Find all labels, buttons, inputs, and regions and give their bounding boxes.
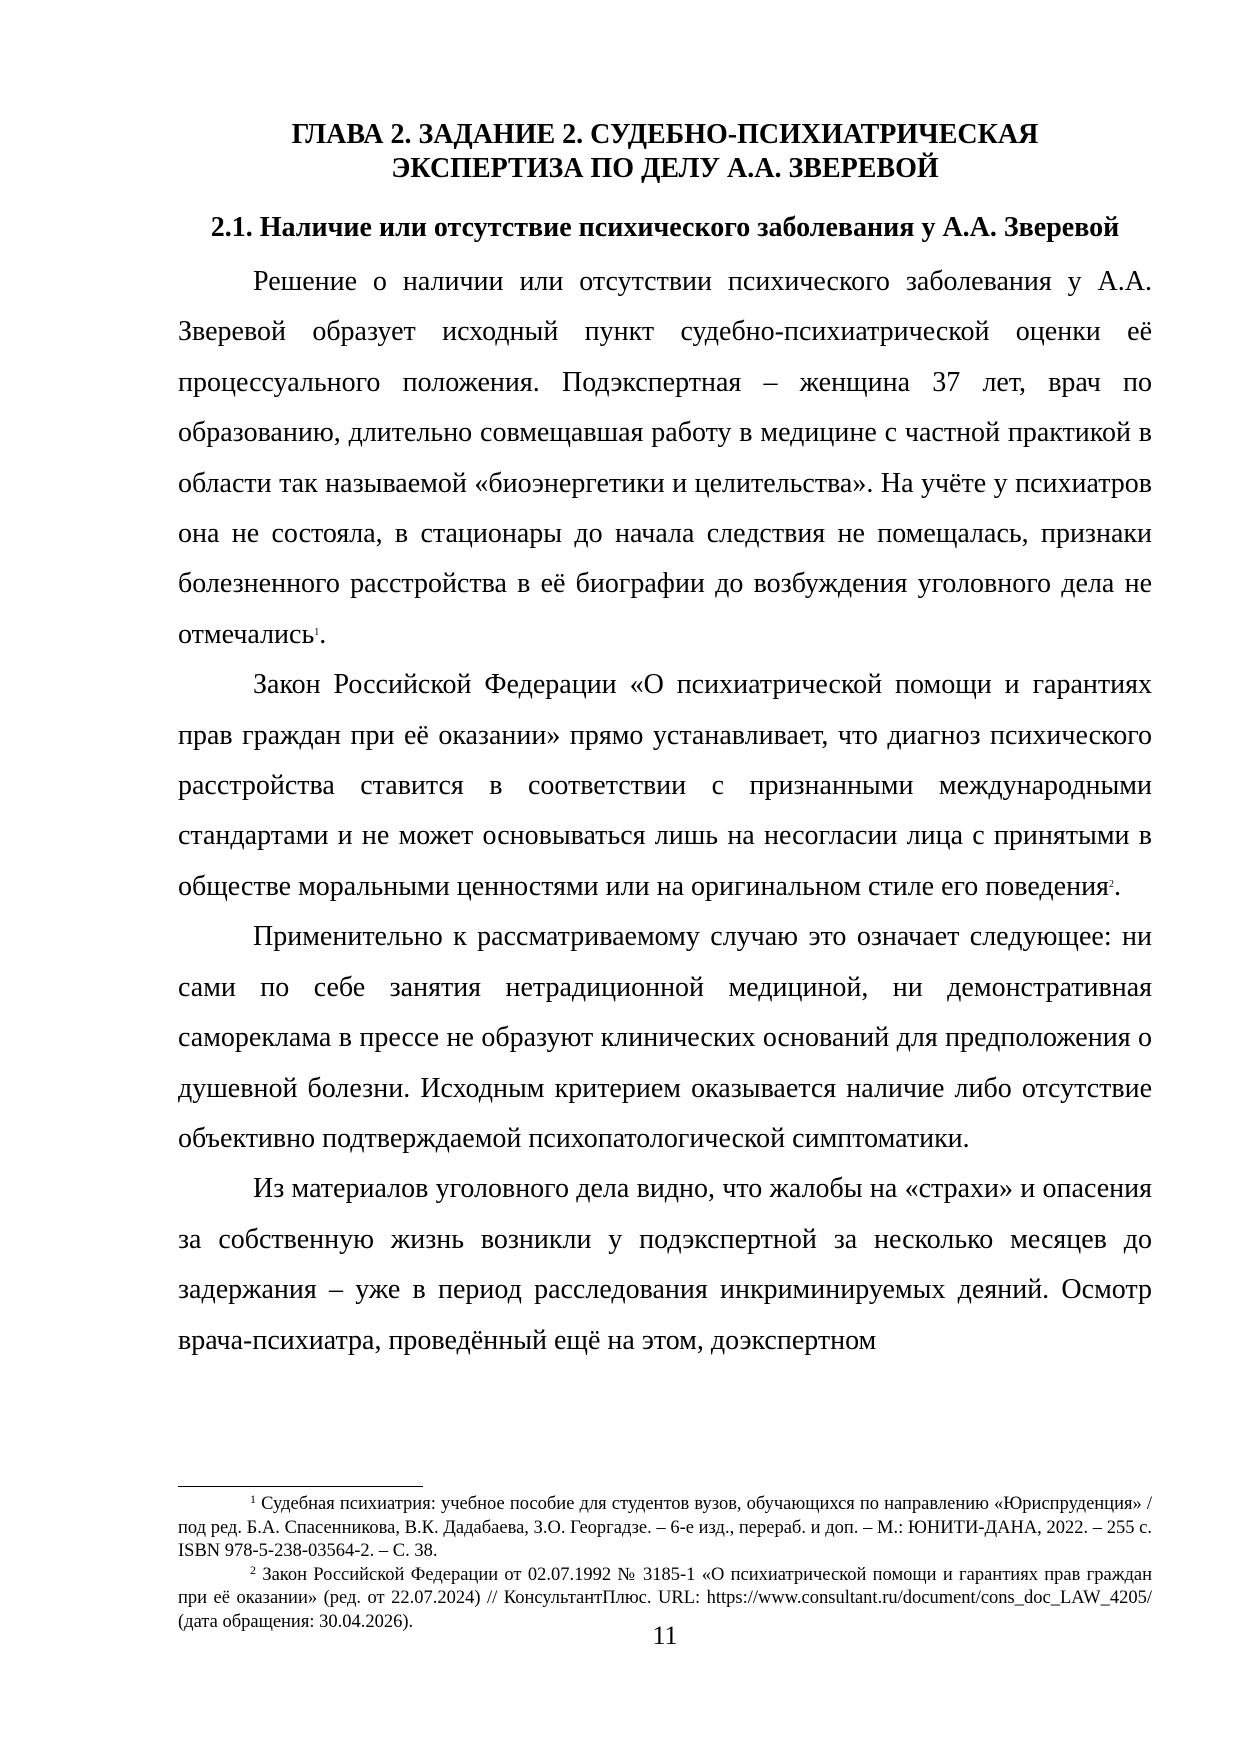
paragraph-4 bbox=[178, 1164, 1152, 1366]
footnote-number: 1 bbox=[250, 1492, 256, 1506]
footnote-separator bbox=[178, 1486, 423, 1487]
paragraph-text: Применительно к рассматриваемому случаю это означает следующее: ни сами по себе занятия нетрадиционной медициной, ни демонстративная самореклама в прессе не образуют клинических оснований для предположения о душевной болезни. Исходным критерием оказывается наличие либо отсутствие объективно подтверждаемой психопатологической симптоматики. bbox=[178, 921, 1152, 1154]
footnote-text: Закон Российской Федерации от 02.07.1992 № 3185-1 «О психиатрической помощи и гарантиях прав граждан при её оказании» (ред. от 22.07.2024) // КонсультантПлюс. URL: https://www.consultant.ru/document/cons_doc_LAW_4205/ (дата обращения: 30.04.2026). bbox=[178, 1564, 1153, 1632]
footnote-reference[interactable]: 1 bbox=[314, 626, 320, 638]
paragraph-3 bbox=[178, 912, 1152, 1164]
paragraph-1 bbox=[178, 257, 1152, 660]
paragraph-end: . bbox=[1113, 870, 1121, 902]
paragraph-text: Из материалов уголовного дела видно, что жалобы на «страхи» и опасения за собственную жизнь возникли у подэкспертной за несколько месяцев до задержания – уже в период расследования инкриминируемых деяний. Осмотр врача-психиатра, проведённый ещё на этом, доэкспертном bbox=[178, 1173, 1152, 1356]
paragraph-text: Закон Российской Федерации «О психиатрической помощи и гарантиях прав граждан при её оказании» прямо устанавливает, что диагноз психического расстройства ставится в соответствии с признанными международными стандартами и не может основываться лишь на несогласии лица с принятыми в обществе моральными ценностями или на оригинальном стиле его поведения bbox=[178, 669, 1152, 902]
footnote-text: Судебная психиатрия: учебное пособие для студентов вузов, обучающихся по направлению «Юриспруденция» / под ред. Б.А. Спасенникова, В.К. Дадабаева, З.О. Георгадзе. – 6-е изд., перераб. и доп. – М.: ЮНИТИ-ДАНА, 2022. – 255 с. ISBN 978-5-238-03564-2. – С. 38. bbox=[178, 1494, 1152, 1561]
chapter-title-line-1: ГЛАВА 2. ЗАДАНИЕ 2. СУДЕБНО-ПСИХИАТРИЧЕСКАЯ bbox=[291, 119, 1039, 150]
footnote-number: 2 bbox=[250, 1562, 256, 1577]
page-number: 11 bbox=[652, 1621, 678, 1650]
body-text bbox=[178, 257, 1152, 1366]
footnote-1 bbox=[178, 1493, 1152, 1564]
chapter-title-line-2: ЭКСПЕРТИЗА ПО ДЕЛУ А.А. ЗВЕРЕВОЙ bbox=[391, 153, 939, 184]
paragraph-end: . bbox=[319, 618, 327, 650]
footnote-reference[interactable]: 2 bbox=[1108, 878, 1114, 890]
section-title: 2.1. Наличие или отсутствие психического заболевания у А.А. Зверевой bbox=[210, 212, 1120, 243]
paragraph-text: Решение о наличии или отсутствии психического заболевания у А.А. Зверевой образует исходный пункт судебно-психиатрической оценки её процессуального положения. Подэкспертная – женщина 37 лет, врач по образованию, длительно совмещавшая работу в медицине с частной практикой в области так называемой «биоэнергетики и целительства». На учёте у психиатров она не состояла, в стационары до начала следствия не помещалась, признаки болезненного расстройства в её биографии до возбуждения уголовного дела не отмечались bbox=[178, 266, 1152, 650]
footnotes bbox=[178, 1493, 1152, 1634]
chapter-title bbox=[178, 118, 1152, 186]
paragraph-2 bbox=[178, 660, 1152, 912]
